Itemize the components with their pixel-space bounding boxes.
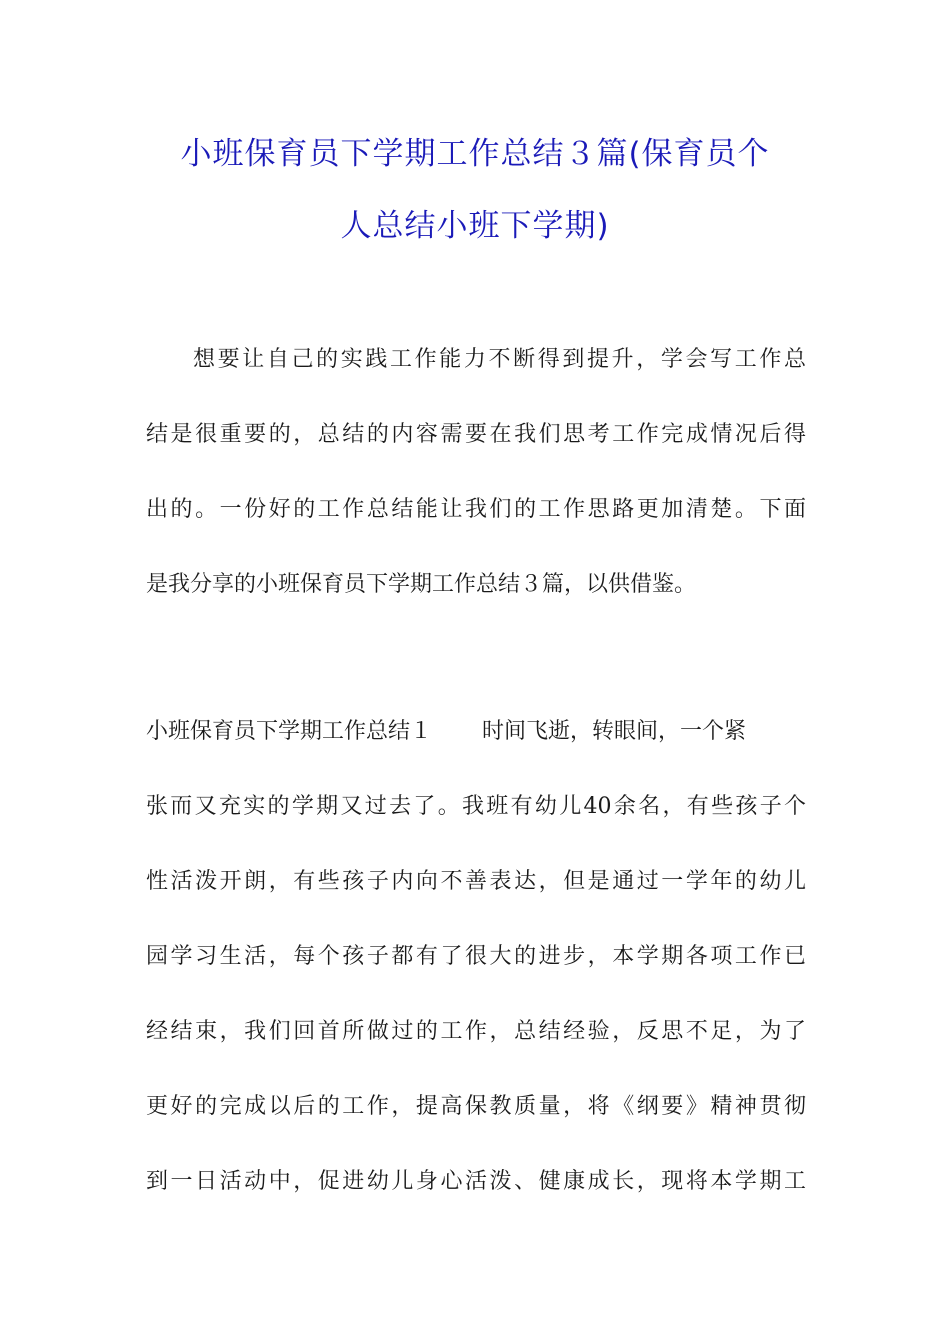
section-1-line-7: 到一日活动中，促进幼儿身心活泼、健康成长，现将本学期工 (146, 1169, 806, 1194)
section-1-line-3: 性活泼开朗，有些孩子内向不善表达，但是通过一学年的幼儿 (146, 869, 806, 894)
section-1-line-2: 张而又充实的学期又过去了。我班有幼儿40余名，有些孩子个 (146, 794, 806, 819)
section-1-heading: 小班保育员下学期工作总结１ (146, 719, 433, 744)
intro-paragraph-line-4: 是我分享的小班保育员下学期工作总结３篇，以供借鉴。 (146, 572, 697, 597)
document-title-line-1: 小班保育员下学期工作总结３篇(保育员个 (180, 136, 770, 172)
intro-paragraph-line-2: 结是很重要的，总结的内容需要在我们思考工作完成情况后得 (146, 422, 806, 447)
section-1-first-line-text: 时间飞逝，转眼间，一个紧 (482, 719, 747, 744)
document-title-line-2: 人总结小班下学期) (340, 208, 610, 244)
section-1-line-6: 更好的完成以后的工作，提高保教质量，将《纲要》精神贯彻 (146, 1094, 806, 1119)
section-1-line-4: 园学习生活，每个孩子都有了很大的进步，本学期各项工作已 (146, 944, 806, 969)
intro-paragraph-line-3: 出的。一份好的工作总结能让我们的工作思路更加清楚。下面 (146, 497, 806, 522)
section-1-first-line (146, 717, 806, 747)
intro-paragraph-line-1: 想要让自己的实践工作能力不断得到提升，学会写工作总 (193, 347, 806, 372)
section-1-line-5: 经结束，我们回首所做过的工作，总结经验，反思不足，为了 (146, 1019, 806, 1044)
